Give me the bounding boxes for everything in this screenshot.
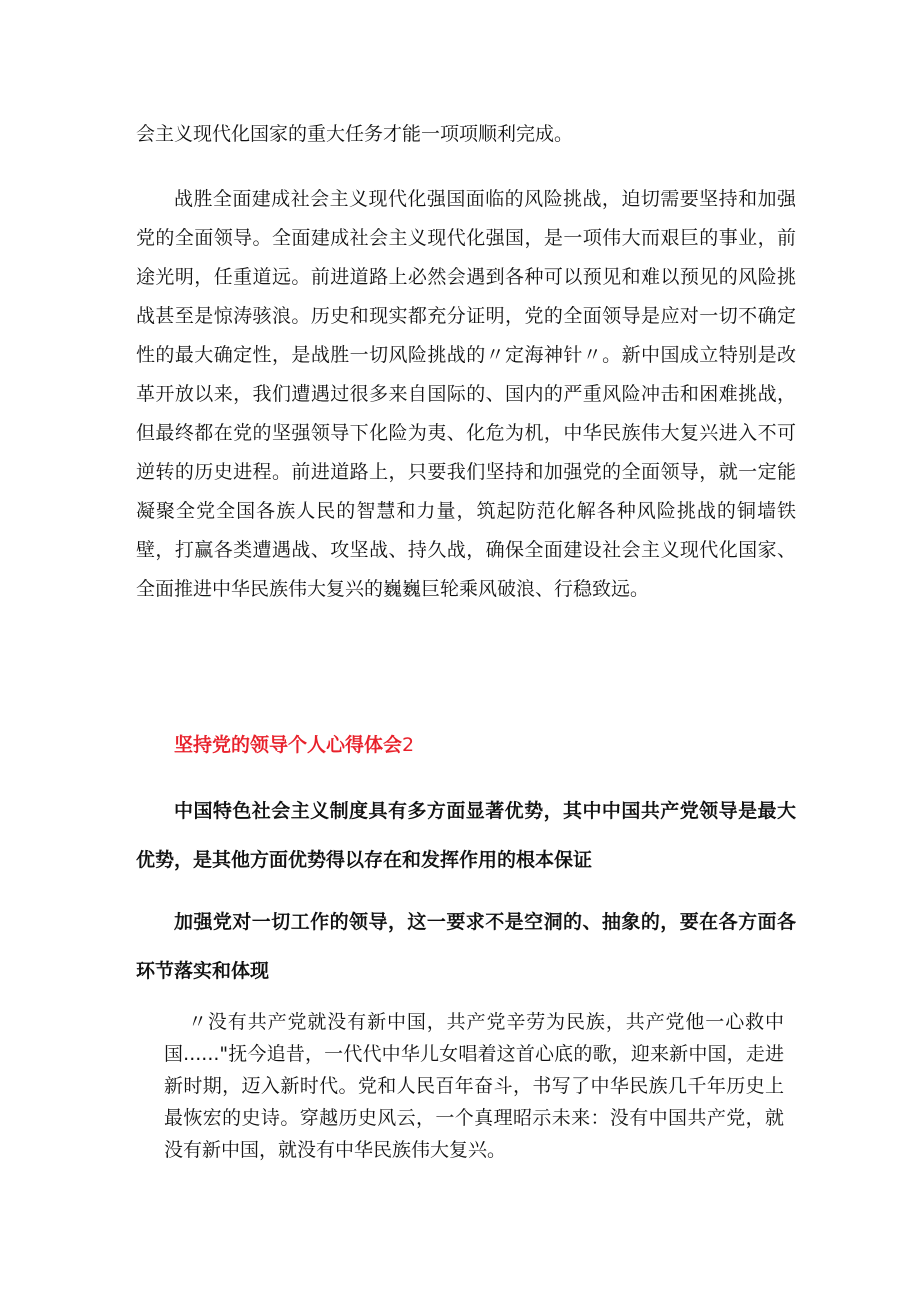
paragraph-quote: 〃没有共产党就没有新中国，共产党辛劳为民族，共产党他一心救中国......"抚今追昔，一代代中华儿女唱着这首心底的歌，迎来新中国，走进新时期，迈入新时代。党和人民百年奋斗，书写了中华民族几千年历史上最恢宏的史诗。穿越历史风云，一个真理昭示未来：没有中国共产党，就没有新中国，就没有中华民族伟大复兴。	[164, 1011, 784, 1161]
section-heading-text: 坚持党的领导个人心得体会	[174, 734, 403, 756]
bold-paragraph-advantage: 中国特色社会主义制度具有多方面显著优势，其中中国共产党领导是最大优势，是其他方面优势得以存在和发挥作用的根本保证	[136, 800, 796, 871]
section-heading-number: 2	[402, 734, 415, 756]
bold-paragraph-leadership: 加强党对一切工作的领导，这一要求不是空洞的、抽象的，要在各方面各环节落实和体现	[136, 911, 796, 982]
paragraph-continuation: 会主义现代化国家的重大任务才能一项项顺利完成。	[136, 123, 574, 145]
paragraph-risk-challenges: 战胜全面建成社会主义现代化强国面临的风险挑战，迫切需要坚持和加强党的全面领导。全面建成社会主义现代化强国，是一项伟大而艰巨的事业，前途光明，任重道远。前进道路上必然会遇到各种可以预见和难以预见的风险挑战甚至是惊涛骇浪。历史和现实都充分证明，党的全面领导是应对一切不确定性的最大确定性，是战胜一切风险挑战的〃定海神针〃。新中国成立特别是改革开放以来，我们遭遇过很多来自国际的、国内的严重风险冲击和困难挑战，但最终都在党的坚强领导下化险为夷、化危为机，中华民族伟大复兴进入不可逆转的历史进程。前进道路上，只要我们坚持和加强党的全面领导，就一定能凝聚全党全国各族人民的智慧和力量，筑起防范化解各种风险挑战的铜墙铁壁，打赢各类遭遇战、攻坚战、持久战，确保全面建设社会主义现代化国家、全面推进中华民族伟大复兴的巍巍巨轮乘风破浪、行稳致远。	[136, 188, 796, 600]
section-heading	[174, 730, 414, 760]
